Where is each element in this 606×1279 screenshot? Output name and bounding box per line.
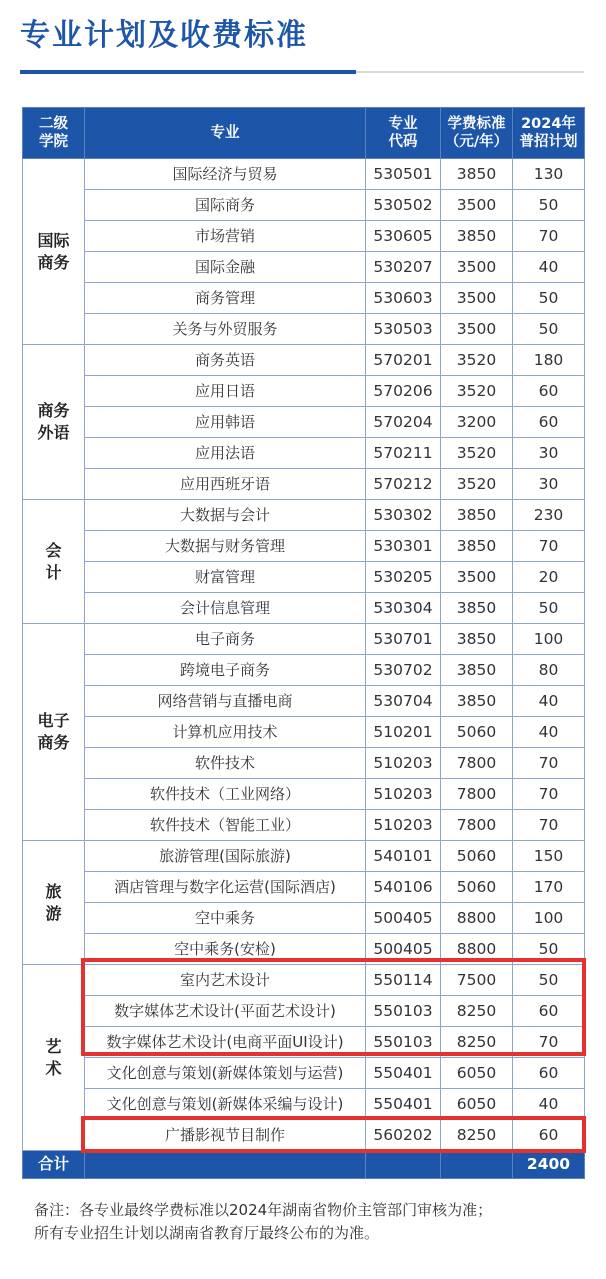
college-cell: 艺 术 — [23, 965, 85, 1151]
major-cell: 国际金融 — [85, 252, 366, 283]
code-cell: 570211 — [366, 438, 441, 469]
table-row — [23, 624, 585, 655]
table-row — [23, 1089, 585, 1120]
plan-cell: 230 — [513, 500, 585, 531]
fee-cell: 3850 — [441, 500, 513, 531]
fee-cell: 7500 — [441, 965, 513, 996]
plan-cell: 50 — [513, 934, 585, 965]
plan-cell: 80 — [513, 655, 585, 686]
plan-cell: 130 — [513, 159, 585, 190]
code-cell: 530502 — [366, 190, 441, 221]
code-cell: 550401 — [366, 1058, 441, 1089]
code-cell: 570206 — [366, 376, 441, 407]
table-row — [23, 1058, 585, 1089]
table-row — [23, 190, 585, 221]
plan-cell: 50 — [513, 593, 585, 624]
plan-cell: 40 — [513, 717, 585, 748]
major-cell: 应用法语 — [85, 438, 366, 469]
table-row — [23, 655, 585, 686]
fee-cell: 7800 — [441, 748, 513, 779]
code-cell: 530501 — [366, 159, 441, 190]
code-cell: 570212 — [366, 469, 441, 500]
code-cell: 510201 — [366, 717, 441, 748]
fee-cell: 8800 — [441, 903, 513, 934]
plan-cell: 40 — [513, 252, 585, 283]
total-row — [23, 1151, 585, 1179]
major-cell: 应用韩语 — [85, 407, 366, 438]
table-row — [23, 531, 585, 562]
highlight-box-art-design — [81, 958, 586, 1056]
table-row — [23, 283, 585, 314]
fee-cell: 3520 — [441, 376, 513, 407]
major-cell: 关务与外贸服务 — [85, 314, 366, 345]
fee-cell: 3520 — [441, 469, 513, 500]
major-cell: 数字媒体艺术设计(平面艺术设计) — [85, 996, 366, 1027]
plan-cell: 40 — [513, 686, 585, 717]
fee-cell: 3850 — [441, 531, 513, 562]
fee-cell: 7800 — [441, 779, 513, 810]
plan-cell: 170 — [513, 872, 585, 903]
code-cell: 530702 — [366, 655, 441, 686]
major-cell: 数字媒体艺术设计(电商平面UI设计) — [85, 1027, 366, 1058]
header-plan — [513, 108, 585, 159]
plan-cell: 70 — [513, 779, 585, 810]
total-empty-major — [85, 1151, 366, 1179]
major-cell: 网络营销与直播电商 — [85, 686, 366, 717]
total-empty-code — [366, 1151, 441, 1179]
fee-cell: 3520 — [441, 345, 513, 376]
code-cell: 530205 — [366, 562, 441, 593]
fee-cell: 3520 — [441, 438, 513, 469]
code-cell: 560202 — [366, 1120, 441, 1151]
fee-cell: 3850 — [441, 159, 513, 190]
table-header-row — [23, 108, 585, 159]
major-cell: 空中乘务 — [85, 903, 366, 934]
plan-cell: 70 — [513, 221, 585, 252]
table-row — [23, 810, 585, 841]
major-cell: 文化创意与策划(新媒体采编与设计) — [85, 1089, 366, 1120]
plan-cell: 50 — [513, 190, 585, 221]
header-college-label: 二级 学院 — [39, 116, 68, 150]
plan-cell: 50 — [513, 283, 585, 314]
table-row — [23, 717, 585, 748]
college-cell: 会 计 — [23, 500, 85, 624]
fee-cell: 8800 — [441, 934, 513, 965]
plan-cell: 100 — [513, 624, 585, 655]
plan-cell: 40 — [513, 1089, 585, 1120]
plan-cell: 70 — [513, 531, 585, 562]
table-row — [23, 686, 585, 717]
plan-cell: 50 — [513, 314, 585, 345]
header-code-label: 专业 代码 — [388, 116, 418, 150]
footnote-line-2: 所有专业招生计划以湖南省教育厅最终公布的为准。 — [34, 1224, 380, 1242]
college-cell: 旅 游 — [23, 841, 85, 965]
major-cell: 会计信息管理 — [85, 593, 366, 624]
major-cell: 软件技术（智能工业） — [85, 810, 366, 841]
fee-cell: 3500 — [441, 190, 513, 221]
plan-cell: 50 — [513, 965, 585, 996]
footnote-line-1: 备注：各专业最终学费标准以2024年湖南省物价主管部门审核为准； — [34, 1201, 493, 1219]
code-cell: 530603 — [366, 283, 441, 314]
table-row — [23, 469, 585, 500]
major-cell: 计算机应用技术 — [85, 717, 366, 748]
table-row — [23, 376, 585, 407]
table-row — [23, 779, 585, 810]
major-cell: 国际商务 — [85, 190, 366, 221]
code-cell: 510203 — [366, 810, 441, 841]
code-cell: 530304 — [366, 593, 441, 624]
code-cell: 530701 — [366, 624, 441, 655]
table-row — [23, 314, 585, 345]
total-label: 合计 — [23, 1151, 85, 1179]
major-cell: 广播影视节目制作 — [85, 1120, 366, 1151]
fee-cell: 8250 — [441, 996, 513, 1027]
table-row — [23, 221, 585, 252]
code-cell: 530605 — [366, 221, 441, 252]
table-row — [23, 748, 585, 779]
code-cell: 570204 — [366, 407, 441, 438]
header-college — [23, 108, 85, 159]
fee-cell: 3200 — [441, 407, 513, 438]
plan-cell: 60 — [513, 996, 585, 1027]
code-cell: 530301 — [366, 531, 441, 562]
plan-cell: 30 — [513, 438, 585, 469]
major-cell: 酒店管理与数字化运营(国际酒店) — [85, 872, 366, 903]
college-cell: 电子 商务 — [23, 624, 85, 841]
fee-cell: 3850 — [441, 686, 513, 717]
plan-cell: 70 — [513, 810, 585, 841]
plan-cell: 150 — [513, 841, 585, 872]
plan-cell: 60 — [513, 407, 585, 438]
code-cell: 550103 — [366, 996, 441, 1027]
fee-cell: 3850 — [441, 655, 513, 686]
footnote — [34, 1199, 492, 1245]
plan-cell: 60 — [513, 1058, 585, 1089]
fee-cell: 3500 — [441, 314, 513, 345]
plan-cell: 60 — [513, 1120, 585, 1151]
code-cell: 530503 — [366, 314, 441, 345]
total-plan: 2400 — [513, 1151, 585, 1179]
total-empty-fee — [441, 1151, 513, 1179]
header-fee — [441, 108, 513, 159]
major-cell: 市场营销 — [85, 221, 366, 252]
fee-cell: 6050 — [441, 1058, 513, 1089]
fee-cell: 5060 — [441, 717, 513, 748]
table-row — [23, 345, 585, 376]
code-cell: 550401 — [366, 1089, 441, 1120]
fee-cell: 6050 — [441, 1089, 513, 1120]
plan-cell: 20 — [513, 562, 585, 593]
code-cell: 550103 — [366, 1027, 441, 1058]
code-cell: 510203 — [366, 748, 441, 779]
code-cell: 530704 — [366, 686, 441, 717]
fee-cell: 3850 — [441, 593, 513, 624]
code-cell: 530302 — [366, 500, 441, 531]
code-cell: 500405 — [366, 934, 441, 965]
code-cell: 570201 — [366, 345, 441, 376]
table-row — [23, 159, 585, 190]
table-row — [23, 872, 585, 903]
code-cell: 540106 — [366, 872, 441, 903]
major-cell: 文化创意与策划(新媒体策划与运营) — [85, 1058, 366, 1089]
header-plan-label: 2024年 普招计划 — [519, 116, 578, 150]
table-row — [23, 562, 585, 593]
fee-cell: 3500 — [441, 283, 513, 314]
major-cell: 应用日语 — [85, 376, 366, 407]
major-cell: 国际经济与贸易 — [85, 159, 366, 190]
title-underline-extension — [356, 71, 584, 73]
fee-cell: 5060 — [441, 841, 513, 872]
header-major-label: 专业 — [210, 125, 240, 141]
major-cell: 旅游管理(国际旅游) — [85, 841, 366, 872]
major-cell: 跨境电子商务 — [85, 655, 366, 686]
table-row — [23, 841, 585, 872]
title-underline — [20, 70, 356, 74]
plan-cell: 60 — [513, 376, 585, 407]
fee-cell: 3850 — [441, 624, 513, 655]
highlight-box-broadcast — [81, 1116, 586, 1153]
table-row — [23, 438, 585, 469]
plan-cell: 180 — [513, 345, 585, 376]
table-row — [23, 252, 585, 283]
major-cell: 商务英语 — [85, 345, 366, 376]
major-cell: 商务管理 — [85, 283, 366, 314]
table-row — [23, 593, 585, 624]
header-code — [366, 108, 441, 159]
fee-cell: 8250 — [441, 1027, 513, 1058]
code-cell: 510203 — [366, 779, 441, 810]
header-major — [85, 108, 366, 159]
major-cell: 软件技术 — [85, 748, 366, 779]
major-cell: 大数据与财务管理 — [85, 531, 366, 562]
table-row — [23, 407, 585, 438]
college-cell: 商务 外语 — [23, 345, 85, 500]
major-cell: 大数据与会计 — [85, 500, 366, 531]
college-cell: 国际 商务 — [23, 159, 85, 345]
major-cell: 电子商务 — [85, 624, 366, 655]
fee-cell: 8250 — [441, 1120, 513, 1151]
major-cell: 财富管理 — [85, 562, 366, 593]
fee-cell: 3850 — [441, 221, 513, 252]
fee-cell: 3500 — [441, 252, 513, 283]
code-cell: 530207 — [366, 252, 441, 283]
table-row — [23, 500, 585, 531]
major-cell: 软件技术（工业网络） — [85, 779, 366, 810]
table-row — [23, 903, 585, 934]
major-cell: 室内艺术设计 — [85, 965, 366, 996]
code-cell: 540101 — [366, 841, 441, 872]
major-cell: 应用西班牙语 — [85, 469, 366, 500]
fee-cell: 5060 — [441, 872, 513, 903]
plan-cell: 30 — [513, 469, 585, 500]
code-cell: 550114 — [366, 965, 441, 996]
plan-cell: 70 — [513, 748, 585, 779]
plan-cell: 70 — [513, 1027, 585, 1058]
header-fee-label: 学费标准 （元/年） — [444, 116, 509, 150]
plan-cell: 100 — [513, 903, 585, 934]
fee-cell: 3500 — [441, 562, 513, 593]
page-title: 专业计划及收费标准 — [20, 18, 308, 53]
code-cell: 500405 — [366, 903, 441, 934]
major-cell: 空中乘务(安检) — [85, 934, 366, 965]
fee-cell: 7800 — [441, 810, 513, 841]
